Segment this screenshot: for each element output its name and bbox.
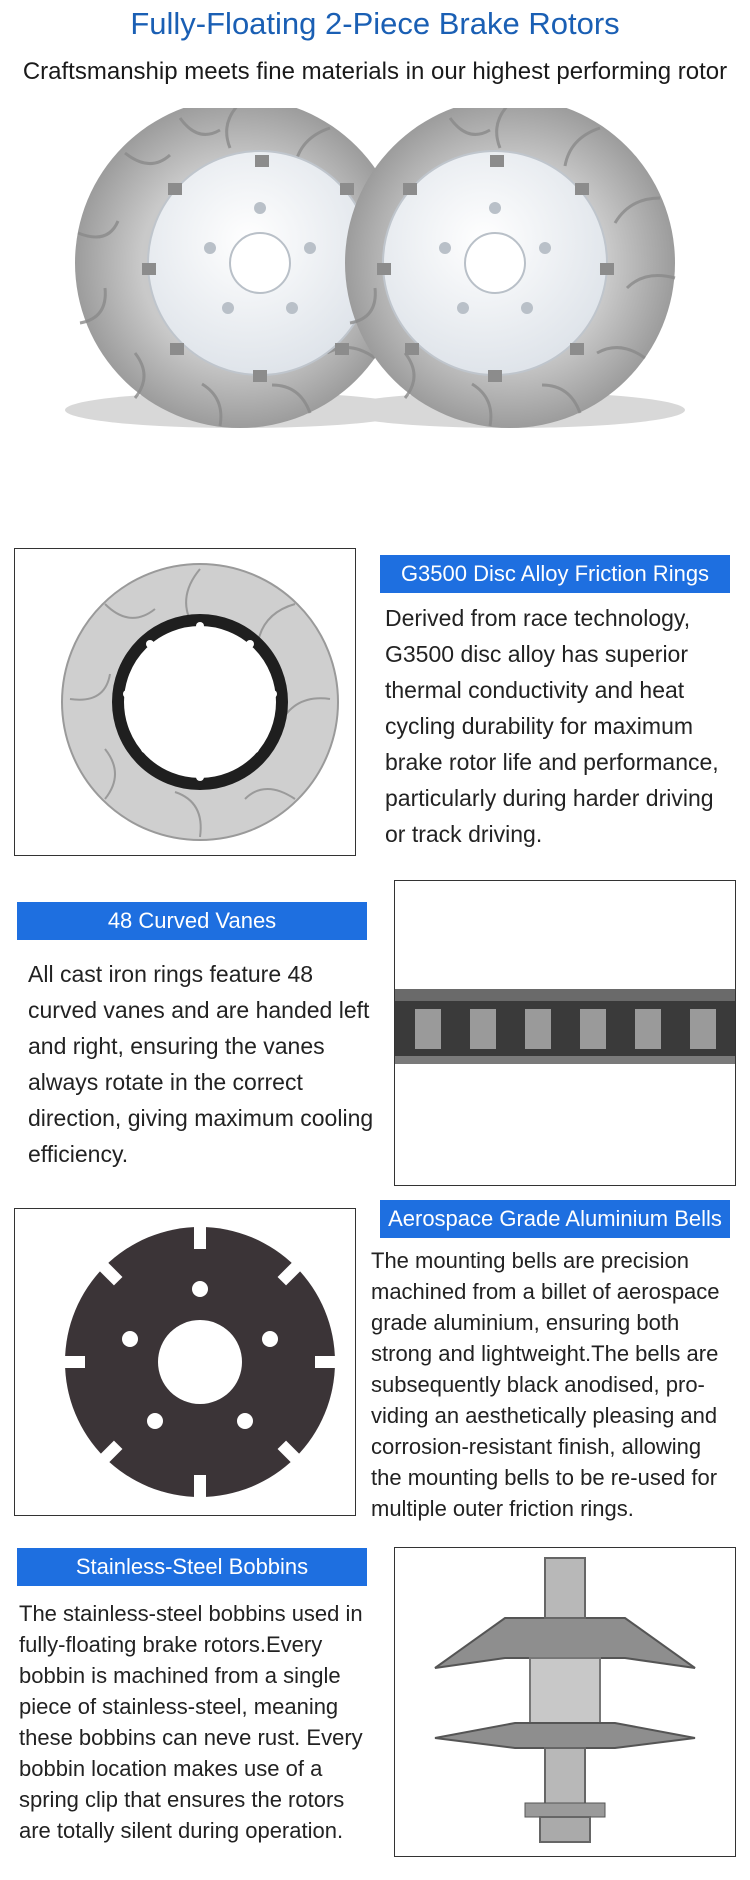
curved-vanes-image: [394, 880, 736, 1186]
right-rotor-icon: [335, 108, 685, 428]
section-text-bobbins: The stainless-steel bobbins used in fully-floating brake rotors.Every bobbin is machined from a single piece of stainless-steel, meaning these bobbins can neve rust. Every bobbin location makes use of a spring clip that ensures the rotors are totally silent during operation.: [19, 1601, 363, 1843]
friction-ring-image: [14, 548, 356, 856]
section-heading-friction-rings: G3500 Disc Alloy Friction Rings: [380, 555, 730, 593]
section-heading-bobbins: Stainless-Steel Bobbins: [17, 1548, 367, 1586]
section-text-curved-vanes: All cast iron rings feature 48 curved vanes and are handed left and right, ensuring the vanes always rotate in the correct direction, giving maximum cooling efficiency.: [28, 961, 374, 1167]
page-subtitle: Craftsmanship meets fine materials in our highest performing rotor: [22, 58, 728, 85]
section-text-aluminium-bells: The mounting bells are precision machined from a billet of aerospace grade aluminium, ensuring both strong and lightweight.The bells are subsequently black anodised, pro-viding an aesthetically pleasing and corrosion-resistant finish, allowing the mounting bells to be re-used for multiple outer friction rings.: [371, 1248, 720, 1521]
section-heading-aluminium-bells: Aerospace Grade Aluminium Bells: [380, 1200, 730, 1238]
section-heading-curved-vanes: 48 Curved Vanes: [17, 902, 367, 940]
aluminium-bell-image: [14, 1208, 356, 1516]
hero-rotors-image: [40, 108, 712, 518]
section-text-friction-rings: Derived from race technology, G3500 disc alloy has superior thermal conductivity and heat cycling durability for maximum brake rotor life and performance, particularly during harder driving or track driving.: [385, 605, 719, 847]
page-title: Fully-Floating 2-Piece Brake Rotors: [130, 6, 620, 41]
bobbin-image: [394, 1547, 736, 1857]
